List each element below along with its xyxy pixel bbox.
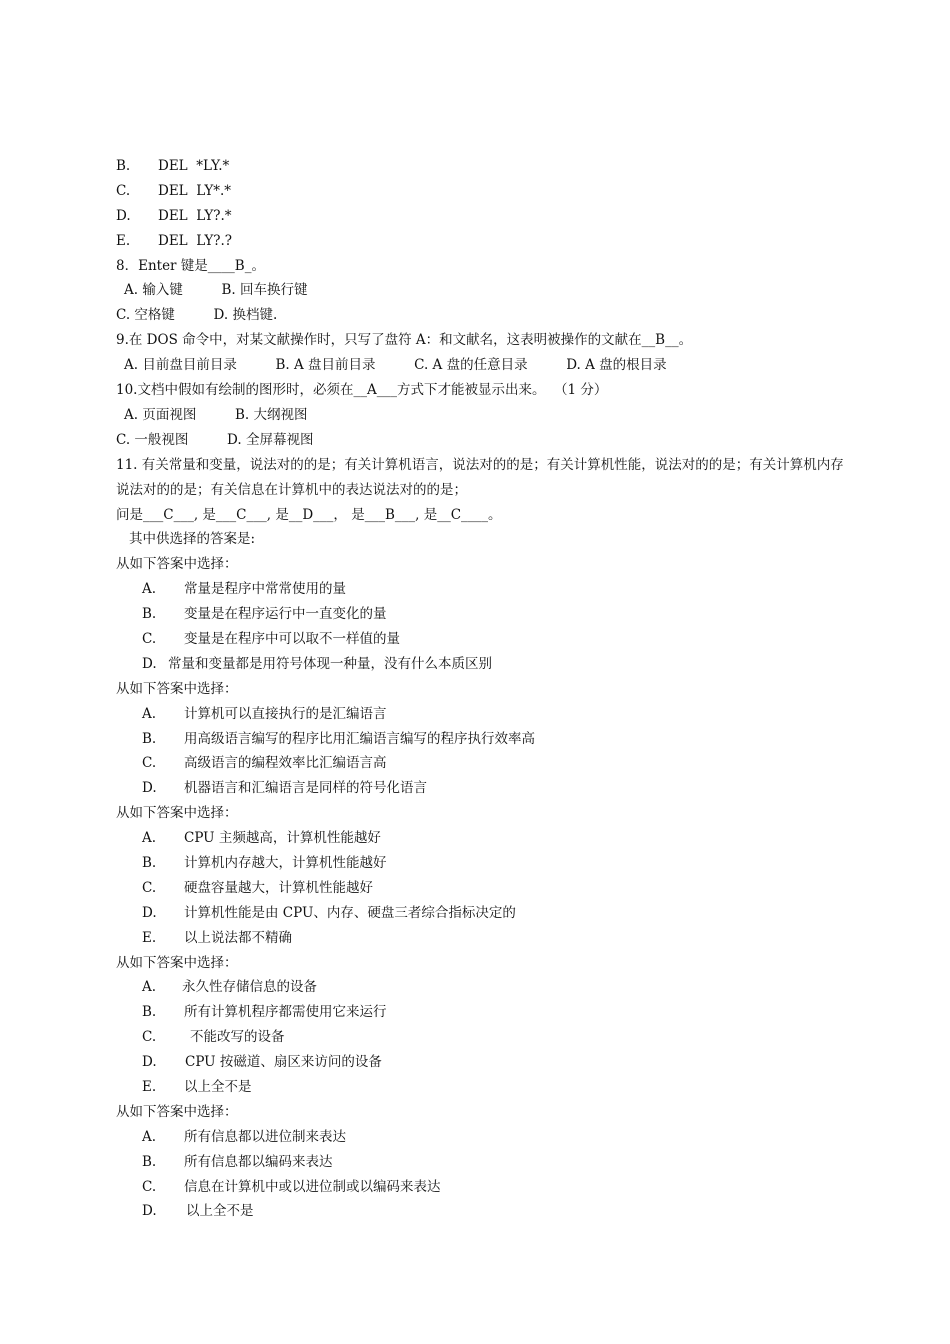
option-label: D. — [142, 904, 157, 921]
option-text: DEL LY?.* — [158, 207, 232, 224]
option-text: 所有信息都以进位制来表达 — [184, 1128, 346, 1145]
option-label: D. — [142, 655, 157, 672]
option-text: DEL LY*.* — [158, 182, 232, 199]
answer-option — [116, 1075, 856, 1100]
option-label: C. — [142, 755, 157, 772]
option-text: 所有计算机程序都需使用它来运行 — [184, 1004, 387, 1021]
option-text: 所有信息都以编码来表达 — [184, 1153, 333, 1170]
option-text: 变量是在程序运行中一直变化的量 — [184, 606, 387, 623]
answer-option — [116, 702, 856, 727]
option-text: 信息在计算机中或以进位制或以编码来表达 — [184, 1178, 441, 1195]
option-label: B. — [142, 1004, 157, 1021]
option-label: B. — [142, 606, 157, 623]
answer-option — [116, 1025, 856, 1050]
option-label: D. — [142, 1054, 157, 1071]
answer-option — [116, 1199, 856, 1224]
question-10-options-row-1: A. 页面视图 B. 大纲视图 — [124, 406, 308, 423]
option-text: 用高级语言编写的程序比用汇编语言编写的程序执行效率高 — [184, 730, 535, 747]
answer-group-heading: 从如下答案中选择： — [116, 680, 238, 697]
option-c — [116, 179, 856, 204]
answer-option — [116, 901, 856, 926]
answer-option — [116, 826, 856, 851]
option-label: C. — [142, 630, 157, 647]
option-text: 不能改写的设备 — [190, 1029, 285, 1046]
option-text: 常量和变量都是用符号体现一种量，没有什么本质区别 — [168, 655, 492, 672]
answer-option — [116, 926, 856, 951]
question-9-options-row-1: A. 目前盘目前目录 B. A 盘目前目录 C. A 盘的任意目录 D. A 盘的根目录 — [124, 357, 667, 374]
answer-option — [116, 602, 856, 627]
answer-option — [116, 1175, 856, 1200]
option-label: C. — [142, 1029, 157, 1046]
option-label: A. — [142, 979, 157, 996]
option-text: DEL LY?.? — [158, 232, 233, 249]
option-text: 以上说法都不精确 — [184, 929, 292, 946]
answer-option — [116, 751, 856, 776]
option-text: 机器语言和汇编语言是同样的符号化语言 — [184, 780, 427, 797]
option-label: E. — [142, 929, 157, 946]
option-label: A. — [142, 830, 157, 847]
option-label: B. — [142, 730, 157, 747]
answer-group-heading: 从如下答案中选择： — [116, 556, 238, 573]
option-text: DEL *LY.* — [158, 158, 230, 174]
answer-option — [116, 652, 856, 677]
option-d — [116, 204, 856, 229]
answer-group-heading: 从如下答案中选择： — [116, 954, 238, 971]
option-label: C. — [142, 1178, 157, 1195]
answer-group-heading: 从如下答案中选择： — [116, 805, 238, 822]
option-label: C. — [116, 182, 131, 199]
option-text: 计算机性能是由 CPU、内存、硬盘三者综合指标决定的 — [184, 904, 516, 921]
option-b — [116, 154, 856, 179]
answer-option — [116, 1050, 856, 1075]
question-11-answers: 问是___C___, 是___C___, 是__D___， 是___B___, 是__C____。 — [116, 506, 502, 523]
option-label: D. — [116, 207, 131, 224]
option-text: 常量是程序中常常使用的量 — [184, 581, 346, 598]
option-label: B. — [142, 854, 157, 871]
option-label: A. — [142, 1128, 157, 1145]
option-text: 计算机内存越大，计算机性能越好 — [184, 854, 387, 871]
option-label: E. — [142, 1078, 157, 1095]
option-label: A. — [142, 705, 157, 722]
answer-option — [116, 727, 856, 752]
answer-option — [116, 627, 856, 652]
option-text: 硬盘容量越大，计算机性能越好 — [184, 879, 373, 896]
document-body — [116, 154, 856, 1224]
option-text: 永久性存储信息的设备 — [182, 979, 317, 996]
option-e — [116, 229, 856, 254]
option-text: CPU 按磁道、扇区来访问的设备 — [185, 1054, 382, 1071]
option-label: D. — [142, 1203, 157, 1220]
option-label: C. — [142, 879, 157, 896]
question-11-stem: 11. 有关常量和变量，说法对的的是；有关计算机语言，说法对的的是；有关计算机性能，说法对的的是；有关计算机内存说法对的的是；有关信息在计算机中的表达说法对的的是； — [116, 456, 844, 498]
option-label: E. — [116, 232, 131, 249]
answer-option — [116, 851, 856, 876]
answer-option — [116, 876, 856, 901]
answer-option — [116, 1000, 856, 1025]
option-text: CPU 主频越高，计算机性能越好 — [184, 830, 381, 847]
option-text: 以上全不是 — [184, 1078, 252, 1095]
option-text: 高级语言的编程效率比汇编语言高 — [184, 755, 387, 772]
option-label: B. — [142, 1153, 157, 1170]
question-10-options-row-2: C. 一般视图 D. 全屏幕视图 — [116, 431, 314, 448]
option-label: A. — [142, 581, 157, 598]
option-text: 变量是在程序中可以取不一样值的量 — [184, 630, 400, 647]
question-10-stem: 10.文档中假如有绘制的图形时，必须在__A___方式下才能被显示出来。 （1 分） — [116, 382, 608, 399]
answer-option — [116, 975, 856, 1000]
question-8-stem: 8．Enter 键是____B_。 — [116, 257, 265, 274]
answer-option — [116, 577, 856, 602]
question-9-stem: 9.在 DOS 命令中，对某文献操作时，只写了盘符 A：和文献名，这表明被操作的文献在__B__。 — [116, 332, 693, 349]
option-text: 计算机可以直接执行的是汇编语言 — [184, 705, 387, 722]
answer-option — [116, 1125, 856, 1150]
question-8-options-row-2: C. 空格键 D. 换档键. — [116, 307, 278, 324]
answer-option — [116, 776, 856, 801]
option-label: B. — [116, 158, 131, 174]
answer-group-heading: 从如下答案中选择： — [116, 1103, 238, 1120]
question-8-options-row-1: A. 输入键 B. 回车换行键 — [124, 282, 308, 299]
question-11-note: 其中供选择的答案是: — [129, 531, 256, 548]
option-label: D. — [142, 780, 157, 797]
answer-option — [116, 1150, 856, 1175]
option-text: 以上全不是 — [186, 1203, 254, 1220]
